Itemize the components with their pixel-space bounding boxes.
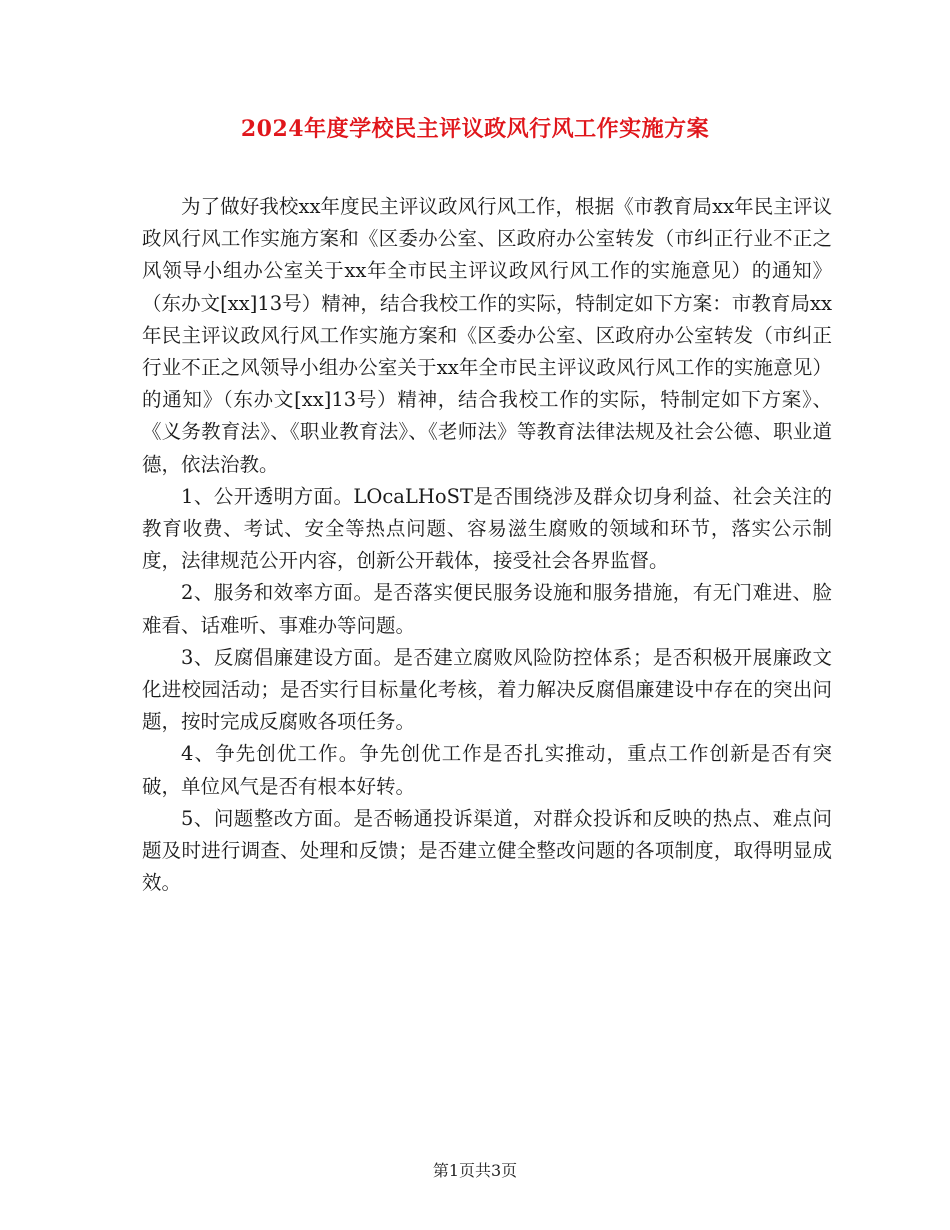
document-body <box>142 191 832 899</box>
paragraph-item-1: 1、公开透明方面。LOcaLHoST是否围绕涉及群众切身利益、社会关注的教育收费、考试、安全等热点问题、容易滋生腐败的领域和环节，落实公示制度，法律规范公开内容，创新公开载体，接受社会各界监督。 <box>142 484 832 573</box>
document-title: 2024年度学校民主评议政风行风工作实施方案 <box>240 116 710 142</box>
paragraph-item-3: 3、反腐倡廉建设方面。是否建立腐败风险防控体系；是否积极开展廉政文化进校园活动；是否实行目标量化考核，着力解决反腐倡廉建设中存在的突出问题，按时完成反腐败各项任务。 <box>142 645 832 734</box>
paragraph-item-5: 5、问题整改方面。是否畅通投诉渠道，对群众投诉和反映的热点、难点问题及时进行调查、处理和反馈；是否建立健全整改问题的各项制度，取得明显成效。 <box>142 806 832 895</box>
paragraph-item-2: 2、服务和效率方面。是否落实便民服务设施和服务措施，有无门难进、脸难看、话难听、事难办等问题。 <box>142 581 832 637</box>
paragraph-item-4: 4、争先创优工作。争先创优工作是否扎实推动，重点工作创新是否有突破，单位风气是否有根本好转。 <box>142 742 832 798</box>
page-number-footer: 第1页共3页 <box>432 1161 518 1180</box>
paragraph-intro: 为了做好我校xx年度民主评议政风行风工作，根据《市教育局xx年民主评议政风行风工作实施方案和《区委办公室、区政府办公室转发（市纠正行业不正之风领导小组办公室关于xx年全市民主评议政风行风工作的实施意见）的通知》（东办文[xx]13号）精神，结合我校工作的实际，特制定如下方案：市教育局xx年民主评议政风行风工作实施方案和《区委办公室、区政府办公室转发（市纠正行业不正之风领导小组办公室关于xx年全市民主评议政风行风工作的实施意见）的通知》（东办文[xx]13号）精神，结合我校工作的实际，特制定如下方案》、《义务教育法》、《职业教育法》、《老师法》等教育法律法规及社会公德、职业道德，依法治教。 <box>142 195 832 476</box>
